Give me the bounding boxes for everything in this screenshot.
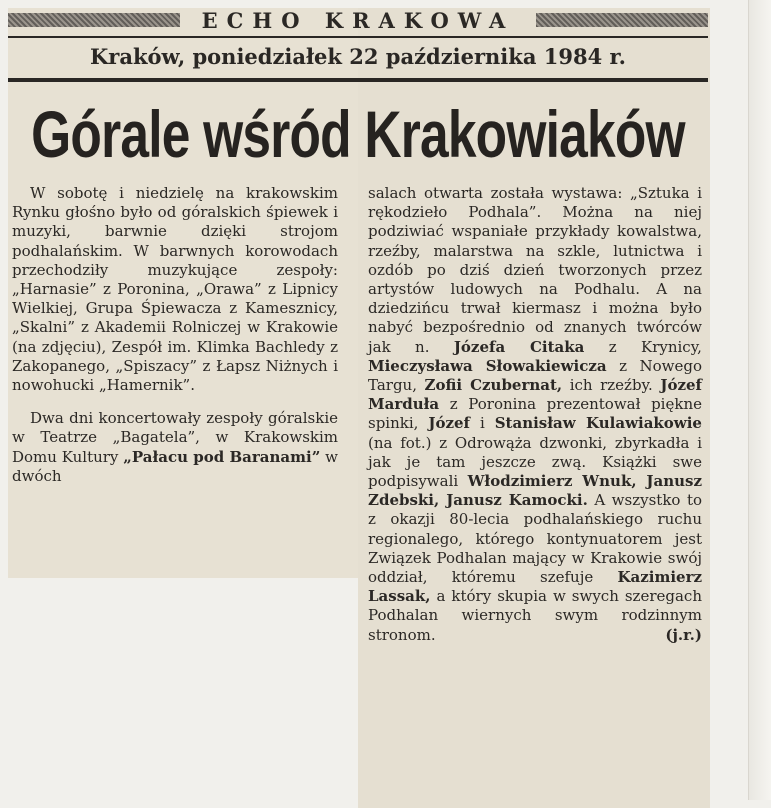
text-run: z Nowego Targu, xyxy=(368,356,702,395)
paragraph-1: W sobotę i niedzielę na krakowskim Rynku głośno było od góralskich śpiewek i muzyki, barwnie dzięki strojom podhalańskim. W barwnych korowodach przechodziły muzykujące zespoły: „Harnasie” z Poronina, „Orawa” z Lipnicy Wielkiej, Grupa Śpiewacza z Kamesznicy, „Skalni” z Akademii Rolniczej w Krakowie (na zdjęciu), Zespół im. Klimka Bachledy z Zakopanego, „Spiszacy” z Łapsz Niżnych i nowohucki „Hamernik”. xyxy=(12,184,338,395)
headline-rule xyxy=(8,78,708,82)
person-name: Stanisław Kulawiakowie xyxy=(494,414,702,433)
album-page-edge xyxy=(748,0,771,800)
person-name: Włodzimierz Wnuk, Janusz Zdebski, Janusz Kamocki. xyxy=(368,472,702,510)
paragraph-3 xyxy=(368,184,702,645)
paragraph-2-end: w dwóch xyxy=(12,447,338,485)
text-run: ich rzeźby. xyxy=(569,376,653,395)
text-run: i xyxy=(479,414,485,433)
masthead-ornament-right xyxy=(536,13,708,27)
paragraph-2 xyxy=(12,409,338,486)
text-run: salach otwarta została wystawa: „Sztuka i rękodzieło Podhala”. Można na niej podziwiać wspaniałe przykłady kowalstwa, rzeźby, malarstwa na szkle, lutnictwa i ozdób po dziś dzień tworzonych przez artystów ludowych na Podhalu. A na dziedzińcu trwał kiermasz i można było nabyć bezpośrednio od znanych twórców jak n. xyxy=(368,184,702,356)
text-run: A wszystko to z okazji 80-lecia podhalańskiego ruchu regionalego, którego kontynuatorem jest Związek Podhalan mający w Krakowie swój oddział, któremu szefuje xyxy=(368,491,703,587)
text-run: (na fot.) z Odrowąża dzwonki, zbyrkadła i jak je tam jeszcze zwą. Książki swe podpisywali xyxy=(368,433,702,491)
article-column-right xyxy=(368,184,702,645)
masthead-ornament-left xyxy=(8,13,180,27)
article-headline xyxy=(8,84,708,184)
person-name: Kazimierz Lassak, xyxy=(368,568,702,606)
article-column-left xyxy=(12,184,338,486)
masthead xyxy=(8,8,708,32)
person-name: Zofii Czubernat, xyxy=(424,376,563,395)
person-name: Mieczysława Słowakiewicza xyxy=(368,356,607,375)
text-run: z Krynicy, xyxy=(608,337,702,356)
person-name: Józef Marduła xyxy=(368,376,702,414)
headline-text: Górale wśród Krakowiaków xyxy=(31,97,685,171)
text-run: z Poronina prezentował piękne spinki, xyxy=(368,395,702,433)
author-signature: (j.r.) xyxy=(665,625,702,644)
masthead-title: ECHO KRAKOWA xyxy=(201,7,515,33)
person-name: Józefa Citaka xyxy=(453,337,585,356)
newspaper-clipping xyxy=(8,8,704,808)
venue-name: „Pałacu pod Baranami” xyxy=(123,447,321,466)
person-name: Józef xyxy=(428,414,470,433)
paragraph-2-text: Dwa dni koncertowały zespoły góralskie w Teatrze „Bagatela”, w Krakowskim Domu Kultury xyxy=(12,409,338,466)
dateline: Kraków, poniedziałek 22 października 1984 r. xyxy=(8,36,708,69)
text-run: a który skupia w swych szeregach Podhalan wiernych swym rodzinnym stronom. xyxy=(368,587,702,644)
